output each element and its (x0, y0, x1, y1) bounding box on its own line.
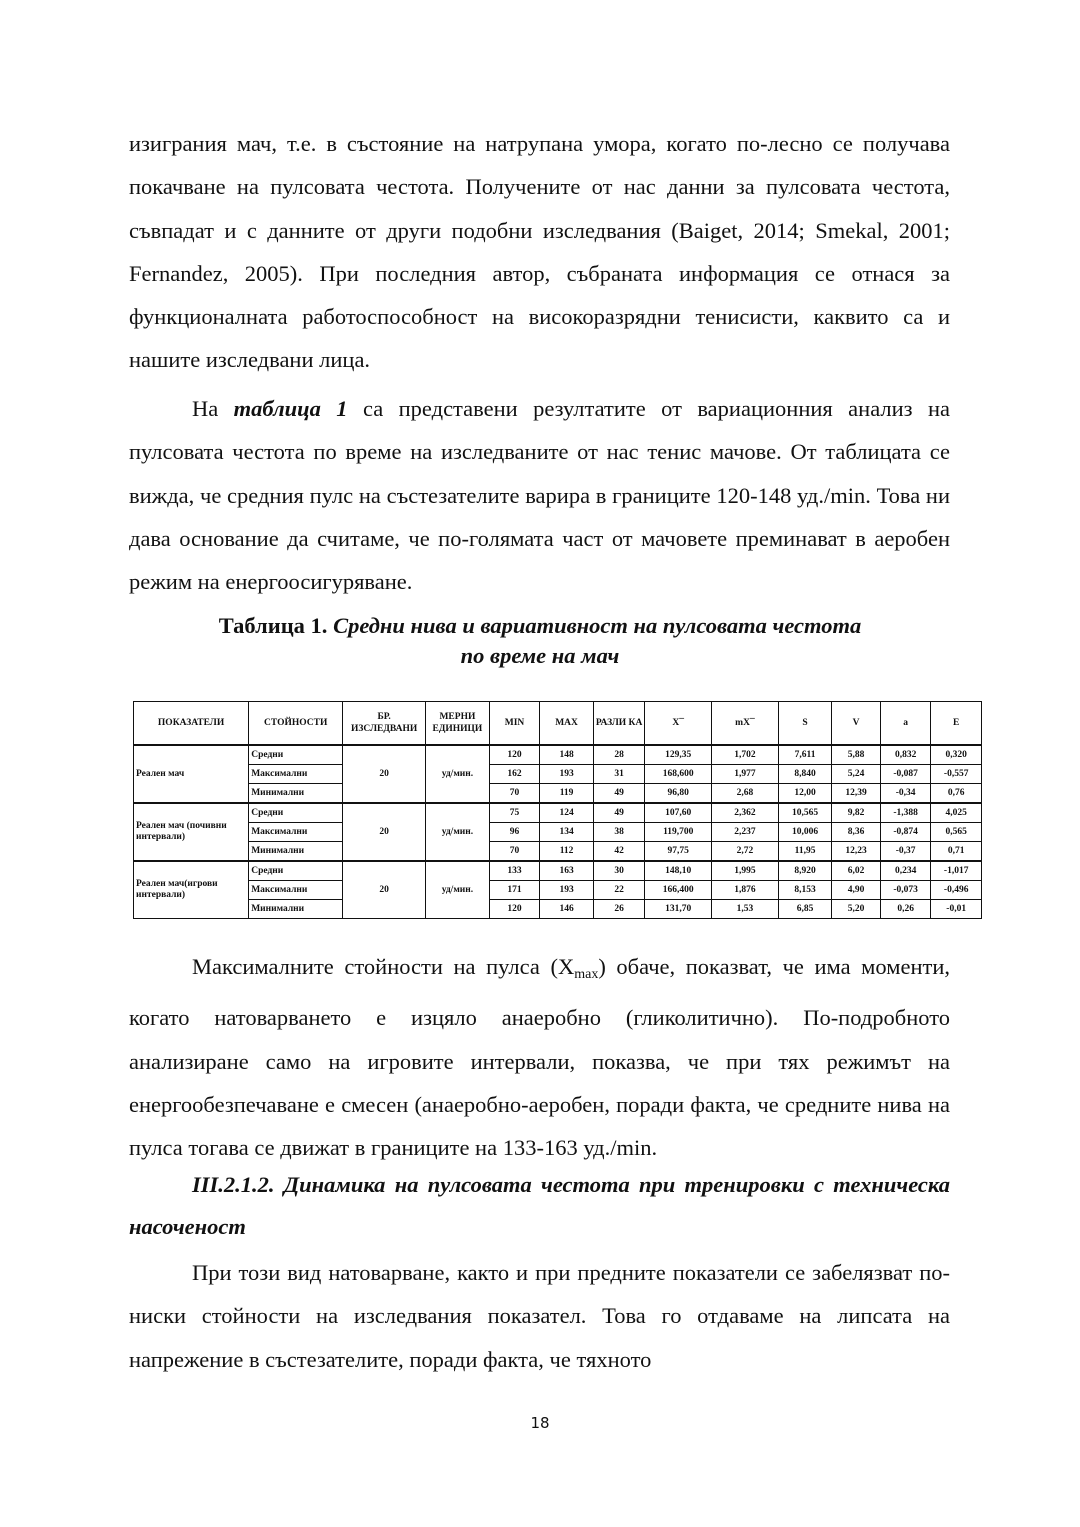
value-type: Средни (249, 803, 343, 823)
table-cell: 38 (593, 823, 645, 842)
table-cell: 148 (540, 745, 594, 765)
table-cell: 0,26 (880, 900, 931, 919)
table-cell: 6,85 (778, 900, 832, 919)
sample-count: 20 (343, 803, 426, 861)
table-cell: 4,025 (931, 803, 982, 823)
table-caption: Таблица 1. Средни нива и вариативност на пулсовата честота по време на мач (218, 613, 862, 668)
column-header: X¯ (645, 702, 712, 746)
table-cell: -0,073 (880, 881, 931, 900)
table-cell: -0,496 (931, 881, 982, 900)
sample-count: 20 (343, 861, 426, 919)
table-cell: 1,53 (712, 900, 779, 919)
table-cell: 28 (593, 745, 645, 765)
value-type: Средни (249, 861, 343, 881)
page-number: 18 (530, 1414, 550, 1432)
column-header: MAX (540, 702, 594, 746)
value-type: Минимални (249, 842, 343, 862)
table-cell: 134 (540, 823, 594, 842)
unit: уд/мин. (426, 803, 490, 861)
table-cell: -0,01 (931, 900, 982, 919)
table-cell: 49 (593, 784, 645, 804)
table-row (134, 881, 982, 900)
table-cell: 133 (489, 861, 540, 881)
table-cell: 0,76 (931, 784, 982, 804)
table-row (134, 803, 982, 823)
table-row (134, 765, 982, 784)
table-cell: 9,82 (832, 803, 881, 823)
column-header: a (880, 702, 931, 746)
table-cell: 0,565 (931, 823, 982, 842)
table-cell: 0,71 (931, 842, 982, 862)
table-cell: 168,600 (645, 765, 712, 784)
table-cell: 193 (540, 881, 594, 900)
table-cell: 2,237 (712, 823, 779, 842)
table-cell: 8,153 (778, 881, 832, 900)
table-cell: 1,977 (712, 765, 779, 784)
column-header: MIN (489, 702, 540, 746)
table-cell: 11,95 (778, 842, 832, 862)
table-cell: 22 (593, 881, 645, 900)
table-cell: 0,320 (931, 745, 982, 765)
table-cell: 0,234 (880, 861, 931, 881)
table-cell: 2,362 (712, 803, 779, 823)
unit: уд/мин. (426, 745, 490, 803)
table-cell: 1,702 (712, 745, 779, 765)
table-header-row (134, 702, 982, 746)
column-header: РАЗЛИ КА (593, 702, 645, 746)
paragraph-3: Максималните стойности на пулса $(X_{max})$ обаче, показват, че има моменти, когато натоварването е изцяло анаеробно (гликолитично). По-подробното анализиране само на игровите интервали, показва, че при тях режимът на енергообезпечаване е смесен (анаеробно-аеробен, поради факта, че средните нива на пулса тогава се движат в границите на 133-163 уд./min. (129, 954, 950, 1161)
table-cell: 26 (593, 900, 645, 919)
table-cell: 30 (593, 861, 645, 881)
table-cell: 8,920 (778, 861, 832, 881)
table-cell: 120 (489, 900, 540, 919)
paragraph-4: При този вид натоварване, както и при предните показатели се забелязват по-ниски стойности на изследвания показател. Това го отдаваме на липсата на напрежение в състезателите, поради факта, че тяхното (129, 1260, 950, 1372)
sample-count: 20 (343, 745, 426, 803)
table-cell: 42 (593, 842, 645, 862)
table-group (134, 745, 982, 803)
table-reference: таблица 1 (233, 396, 348, 421)
table-group (134, 861, 982, 919)
table-cell: 6,02 (832, 861, 881, 881)
table-cell: 96,80 (645, 784, 712, 804)
table-cell: 96 (489, 823, 540, 842)
table-cell: 7,611 (778, 745, 832, 765)
table-row (134, 900, 982, 919)
table-cell: 193 (540, 765, 594, 784)
table-cell: -0,34 (880, 784, 931, 804)
table-cell: 146 (540, 900, 594, 919)
table-cell: 10,006 (778, 823, 832, 842)
table-cell: 5,88 (832, 745, 881, 765)
table-cell: -0,557 (931, 765, 982, 784)
table-cell: 49 (593, 803, 645, 823)
table-cell: 12,39 (832, 784, 881, 804)
column-header: V (832, 702, 881, 746)
column-header: БР. ИЗСЛЕДВАНИ (343, 702, 426, 746)
table-cell: 166,400 (645, 881, 712, 900)
paragraph-1: изиграния мач, т.е. в състояние на натрупана умора, когато по-лесно се получава покачване на пулсовата честота. Получените от нас данни за пулсовата честота, съвпадат и с данните от други подобни изследвания (Baiget, 2014; Smekal, 2001; Fernandez, 2005). При последния автор, събраната информация се отнася за функционалната работоспособност на високоразрядни тенисисти, каквито са и нашите изследвани лица. (129, 131, 950, 373)
value-type: Максимални (249, 765, 343, 784)
table-cell: 31 (593, 765, 645, 784)
table-cell: -1,388 (880, 803, 931, 823)
table-cell: 75 (489, 803, 540, 823)
table-cell: 129,35 (645, 745, 712, 765)
table-row (134, 823, 982, 842)
table-cell: 4,90 (832, 881, 881, 900)
table-cell: 70 (489, 784, 540, 804)
paragraph-2: На таблица 1 са представени резултатите от вариационния анализ на пулсовата честота по време на изследваните от нас тенис мачове. От таблицата се вижда, че средния пулс на състезателите варира в границите 120-148 уд./min. Това ни дава основание да считаме, че по-голямата част от мачовете преминават в аеробен режим на енергоосигуряване. (129, 396, 950, 595)
column-header: МЕРНИ ЕДИНИЦИ (426, 702, 490, 746)
table-cell: 2,68 (712, 784, 779, 804)
table-cell: 171 (489, 881, 540, 900)
subscript-max: max (574, 967, 599, 982)
table-cell: -1,017 (931, 861, 982, 881)
table-row (134, 842, 982, 862)
table-cell: 119,700 (645, 823, 712, 842)
table-row (134, 861, 982, 881)
table-cell: 12,00 (778, 784, 832, 804)
table-cell: 112 (540, 842, 594, 862)
group-label: Реален мач (134, 745, 249, 803)
column-header: S (778, 702, 832, 746)
table-row (134, 745, 982, 765)
table-row (134, 784, 982, 804)
table-cell: 12,23 (832, 842, 881, 862)
value-type: Максимални (249, 881, 343, 900)
table-cell: -0,087 (880, 765, 931, 784)
table-cell: 162 (489, 765, 540, 784)
table-cell: 124 (540, 803, 594, 823)
heart-rate-table (133, 701, 982, 919)
table-cell: 70 (489, 842, 540, 862)
table-cell: 8,36 (832, 823, 881, 842)
unit: уд/мин. (426, 861, 490, 919)
column-header: mX¯ (712, 702, 779, 746)
table-cell: 148,10 (645, 861, 712, 881)
table-group (134, 803, 982, 861)
table-cell: 107,60 (645, 803, 712, 823)
table-cell: 5,20 (832, 900, 881, 919)
group-label: Реален мач(игрови интервали) (134, 861, 249, 919)
table-cell: 163 (540, 861, 594, 881)
table-cell: 0,832 (880, 745, 931, 765)
table-cell: 97,75 (645, 842, 712, 862)
table-cell: 131,70 (645, 900, 712, 919)
table-cell: 5,24 (832, 765, 881, 784)
column-header: E (931, 702, 982, 746)
table-cell: 10,565 (778, 803, 832, 823)
table-cell: 120 (489, 745, 540, 765)
column-header: ПОКАЗАТЕЛИ (134, 702, 249, 746)
table-cell: 8,840 (778, 765, 832, 784)
table-cell: -0,874 (880, 823, 931, 842)
table-cell: -0,37 (880, 842, 931, 862)
value-type: Средни (249, 745, 343, 765)
value-type: Минимални (249, 784, 343, 804)
table-cell: 2,72 (712, 842, 779, 862)
table-cell: 119 (540, 784, 594, 804)
value-type: Минимални (249, 900, 343, 919)
group-label: Реален мач (почивни интервали) (134, 803, 249, 861)
section-heading: III.2.1.2. Динамика на пулсовата честота при тренировки с техническа насоченост (129, 1172, 950, 1239)
value-type: Максимални (249, 823, 343, 842)
table-cell: 1,995 (712, 861, 779, 881)
column-header: СТОЙНОСТИ (249, 702, 343, 746)
table-cell: 1,876 (712, 881, 779, 900)
